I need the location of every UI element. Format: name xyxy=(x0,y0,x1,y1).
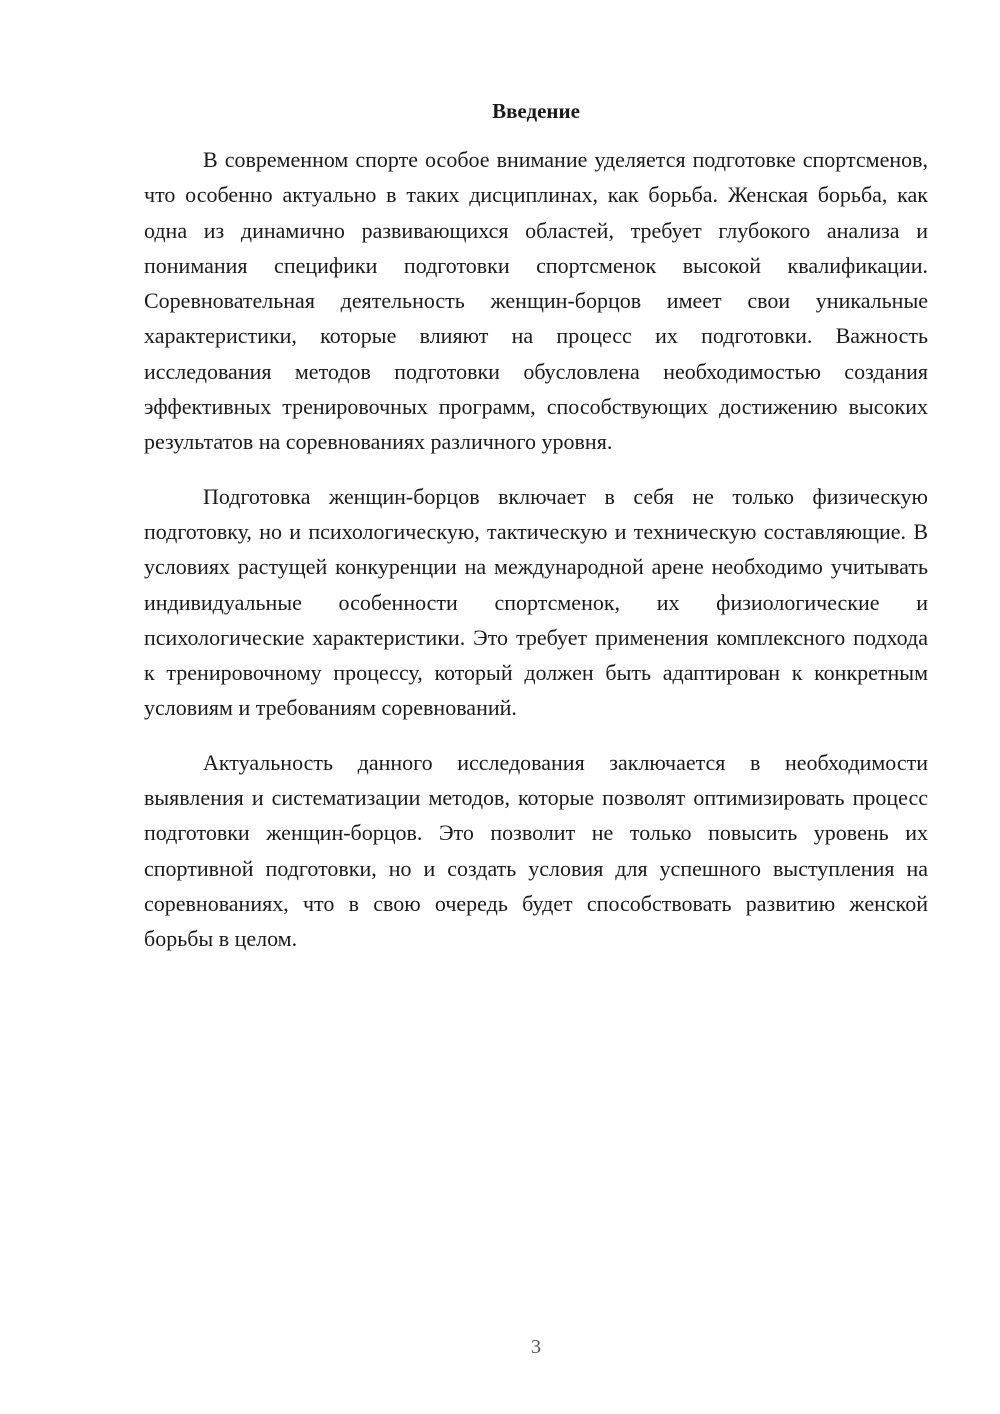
paragraph-2: Подготовка женщин-борцов включает в себя не только физическую подготовку, но и психологическую, тактическую и техническую составляющие. В условиях растущей конкуренции на международной арене необходимо учитывать индивидуальные особенности спортсменок, их физиологические и психологические характеристики. Это требует применения комплексного подхода к тренировочному процессу, который должен быть адаптирован к конкретным условиям и требованиям соревнований. xyxy=(144,483,928,721)
paragraph-1: В современном спорте особое внимание уделяется подготовке спортсменов, что особенно актуально в таких дисциплинах, как борьба. Женская борьба, как одна из динамично развивающихся областей, требует глубокого анализа и понимания специфики подготовки спортсменок высокой квалификации. Соревновательная деятельность женщин-борцов имеет свои уникальные характеристики, которые влияют на процесс их подготовки. Важность исследования методов подготовки обусловлена необходимостью создания эффективных тренировочных программ, способствующих достижению высоких результатов на соревнованиях различного уровня. xyxy=(144,147,928,455)
paragraph-3: Актуальность данного исследования заключается в необходимости выявления и систематизации методов, которые позволят оптимизировать процесс подготовки женщин-борцов. Это позволит не только повысить уровень их спортивной подготовки, но и создать условия для успешного выступления на соревнованиях, что в свою очередь будет способствовать развитию женской борьбы в целом. xyxy=(144,749,928,952)
section-heading: Введение xyxy=(492,99,580,123)
body-text xyxy=(144,142,928,976)
page-number: 3 xyxy=(531,1336,541,1358)
